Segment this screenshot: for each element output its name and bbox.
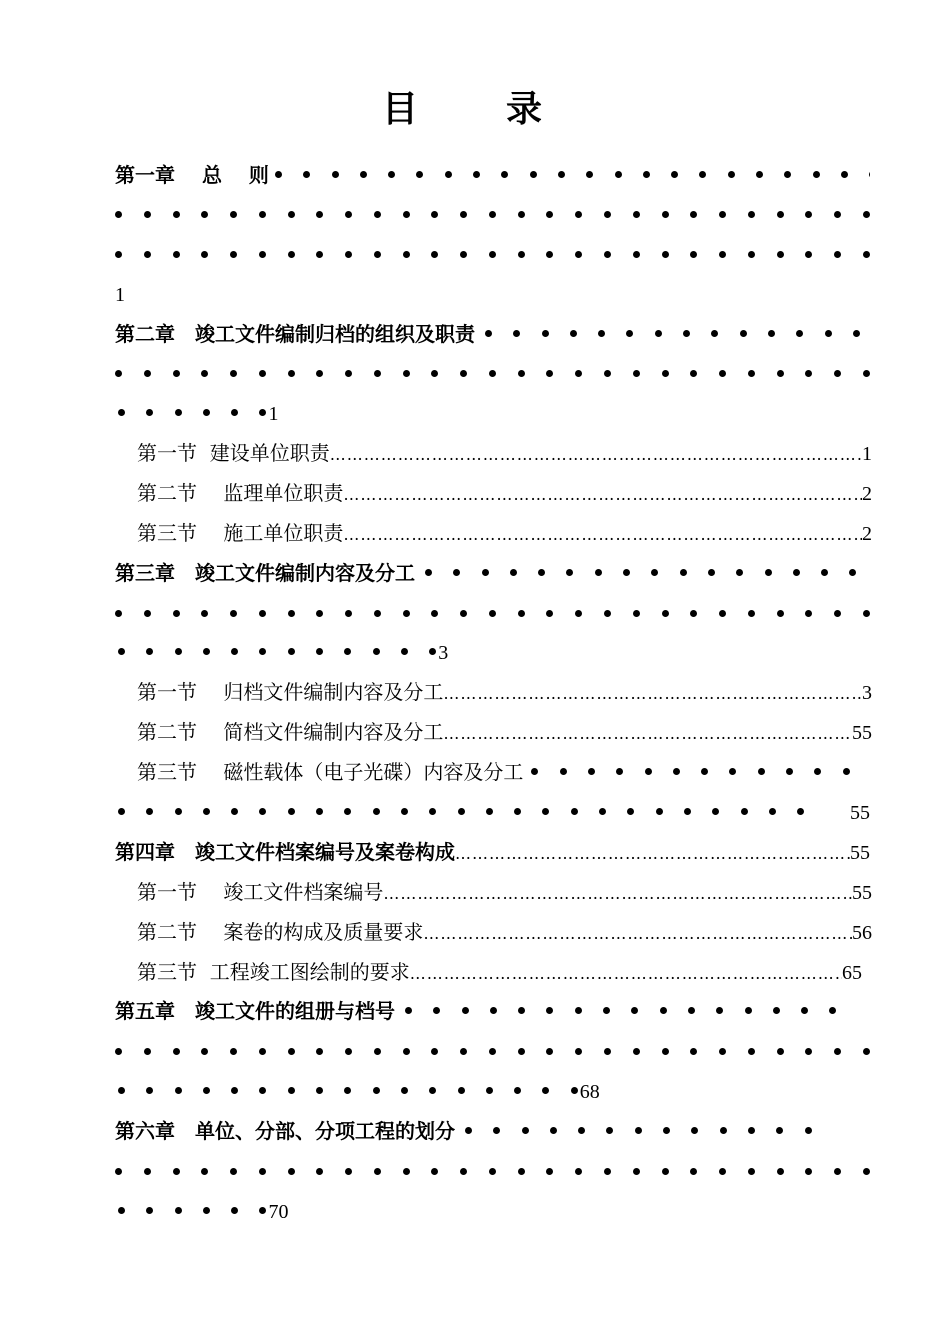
leader-dots-row	[115, 194, 870, 234]
leader-dots-tail	[115, 1071, 870, 1111]
toc-chapter-4[interactable]	[115, 832, 870, 872]
toc-section-2-1[interactable]: 第一节 建设单位职责 ………………………………………………………………………………………………………………………………………………………………………………………… 1	[137, 433, 872, 473]
page-number: 2	[862, 523, 872, 545]
toc-chapter-6[interactable]	[115, 1111, 870, 1151]
leader-dots	[269, 155, 870, 195]
page-number: 3	[438, 642, 449, 664]
page-number: 3	[862, 682, 872, 704]
toc-chapter-2[interactable]	[115, 314, 870, 354]
toc-label: 第六章 单位、分部、分项工程的划分	[115, 1119, 455, 1143]
toc-section-4-3[interactable]: 第三节 工程竣工图绘制的要求 ………………………………………………………………………………………………………………………………………………………………………………………… 65	[137, 952, 862, 992]
page-number: 1	[862, 443, 872, 465]
toc-section-4-2[interactable]: 第二节 案卷的构成及质量要求 ………………………………………………………………………………………………………………………………………………………………………………………… 56	[137, 912, 872, 952]
toc-chapter-1[interactable]	[115, 155, 870, 195]
toc-chapter-3[interactable]	[115, 553, 870, 593]
toc-label: 第四章 竣工文件档案编号及案卷构成	[115, 840, 455, 864]
page-number: 56	[852, 922, 872, 944]
leader-dots	[415, 553, 870, 593]
leader-dots	[455, 1111, 870, 1151]
toc-label: 第一章 总 则	[115, 163, 269, 187]
page-number: 65	[842, 962, 862, 984]
leader-dots	[475, 314, 870, 354]
page-number: 55	[852, 722, 872, 744]
toc-section-3-2[interactable]: 第二节 简档文件编制内容及分工 ………………………………………………………………………………………………………………………………………………………………………………………… 55	[137, 712, 872, 752]
leader-dots-row	[115, 353, 870, 393]
toc-section-3-1[interactable]: 第一节 归档文件编制内容及分工 ………………………………………………………………………………………………………………………………………………………………………………………… 3	[137, 672, 872, 712]
page-number: 2	[862, 483, 872, 505]
page-number: 68	[579, 1081, 600, 1103]
leader-dots-tail	[115, 792, 870, 832]
page-number: 55	[850, 842, 870, 864]
leader-dots	[395, 991, 870, 1031]
toc-section-3-3[interactable]: 第三节 磁性载体（电子光碟）内容及分工	[137, 752, 872, 792]
leader-dots-tail	[115, 393, 870, 433]
leader-dots-tail	[115, 632, 870, 672]
page-number: 55	[850, 802, 870, 824]
toc-label: 第二章 竣工文件编制归档的组织及职责	[115, 322, 475, 346]
leader-dots-row	[115, 1031, 870, 1071]
page-number: 1	[115, 284, 125, 306]
leader-dots	[523, 752, 872, 792]
toc-chapter-5[interactable]	[115, 991, 870, 1031]
page-number: 70	[268, 1201, 289, 1223]
leader-dots-row	[115, 1151, 870, 1191]
leader-dots-tail	[115, 1191, 870, 1231]
toc-section-2-2[interactable]: 第二节 监理单位职责 ………………………………………………………………………………………………………………………………………………………………………………………… 2	[137, 473, 872, 513]
toc-section-4-1[interactable]: 第一节 竣工文件档案编号 ………………………………………………………………………………………………………………………………………………………………………………………… 55	[137, 872, 872, 912]
toc-label: 第五章 竣工文件的组册与档号	[115, 999, 395, 1023]
page-number: 55	[852, 882, 872, 904]
toc-label: 第三章 竣工文件编制内容及分工	[115, 561, 415, 585]
leader-dots-row	[115, 234, 870, 274]
page-number: 1	[268, 403, 279, 425]
page-title: 目 录	[381, 88, 568, 130]
toc-section-2-3[interactable]: 第三节 施工单位职责 ………………………………………………………………………………………………………………………………………………………………………………………… 2	[137, 513, 872, 553]
leader-dots-row	[115, 593, 870, 633]
